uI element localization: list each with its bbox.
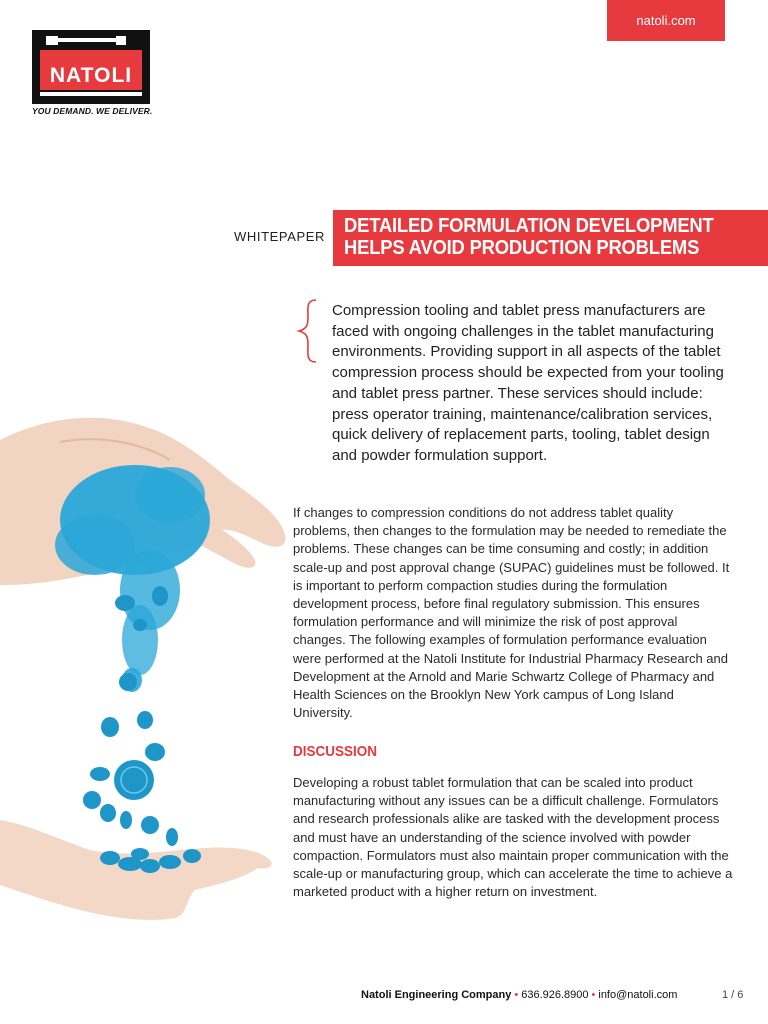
body-paragraph-2: Developing a robust tablet formulation that can be scaled into product manufacturing without any issues can be a difficult challenge. Formulators and research professionals alike are tasked with the development process and must have an understanding of the science involved with powder compaction. Formulators must also maintain proper communication with the scale-up or manufacturing group, which can accelerate the time to achieve a marketed product with a higher return on investment. bbox=[293, 775, 733, 900]
intro-pullquote: Compression tooling and tablet press manufacturers are faced with ongoing challenges in the tablet manufacturing environments. Providing support in all aspects of the tablet compression process should be expected from your tooling and tablet press partner. These services should include: press operator training, maintenance/calibration services, quick delivery of replacement parts, tooling, tablet design and powder formulation support. bbox=[332, 302, 724, 464]
section-heading-discussion: DISCUSSION bbox=[293, 743, 378, 760]
page-title-line2: HELPS AVOID PRODUCTION PROBLEMS bbox=[344, 237, 700, 259]
site-link[interactable]: natoli.com bbox=[607, 0, 725, 41]
curly-brace-icon bbox=[296, 298, 320, 364]
footer-phone[interactable]: 636.926.8900 bbox=[521, 989, 589, 1001]
page-title-line1: DETAILED FORMULATION DEVELOPMENT bbox=[344, 215, 714, 237]
footer-separator-dot: • bbox=[514, 989, 519, 1001]
page-number: 1 / 6 bbox=[722, 989, 744, 1001]
doc-type-label: WHITEPAPER bbox=[234, 229, 325, 244]
footer-separator-dot: • bbox=[591, 989, 596, 1001]
logo-wordmark: NATOLI bbox=[49, 64, 133, 87]
footer-contact bbox=[361, 989, 677, 1001]
logo-tagline: YOU DEMAND. WE DELIVER. bbox=[32, 106, 153, 116]
footer-company: Natoli Engineering Company bbox=[361, 989, 512, 1001]
footer-email[interactable]: info@natoli.com bbox=[598, 989, 678, 1001]
title-banner bbox=[333, 210, 768, 266]
body-paragraph-1: If changes to compression conditions do not address tablet quality problems, then changes to the formulation may be needed to remediate the problems. These changes can be time consuming and costly; in addition scale-up and post approval change (SUPAC) guidelines must be followed. It is important to perform compaction studies during the formulation development process, before final regulatory submission. This ensures formulation performance and will minimize the risk of post approval changes. The following examples of formulation performance evaluation were performed at the Natoli Institute for Industrial Pharmacy Research and Development at the Arnold and Marie Schwartz College of Pharmacy and Health Sciences on the Brooklyn New York campus of Long Island University. bbox=[293, 505, 730, 721]
hands-tablets-illustration bbox=[0, 380, 292, 960]
